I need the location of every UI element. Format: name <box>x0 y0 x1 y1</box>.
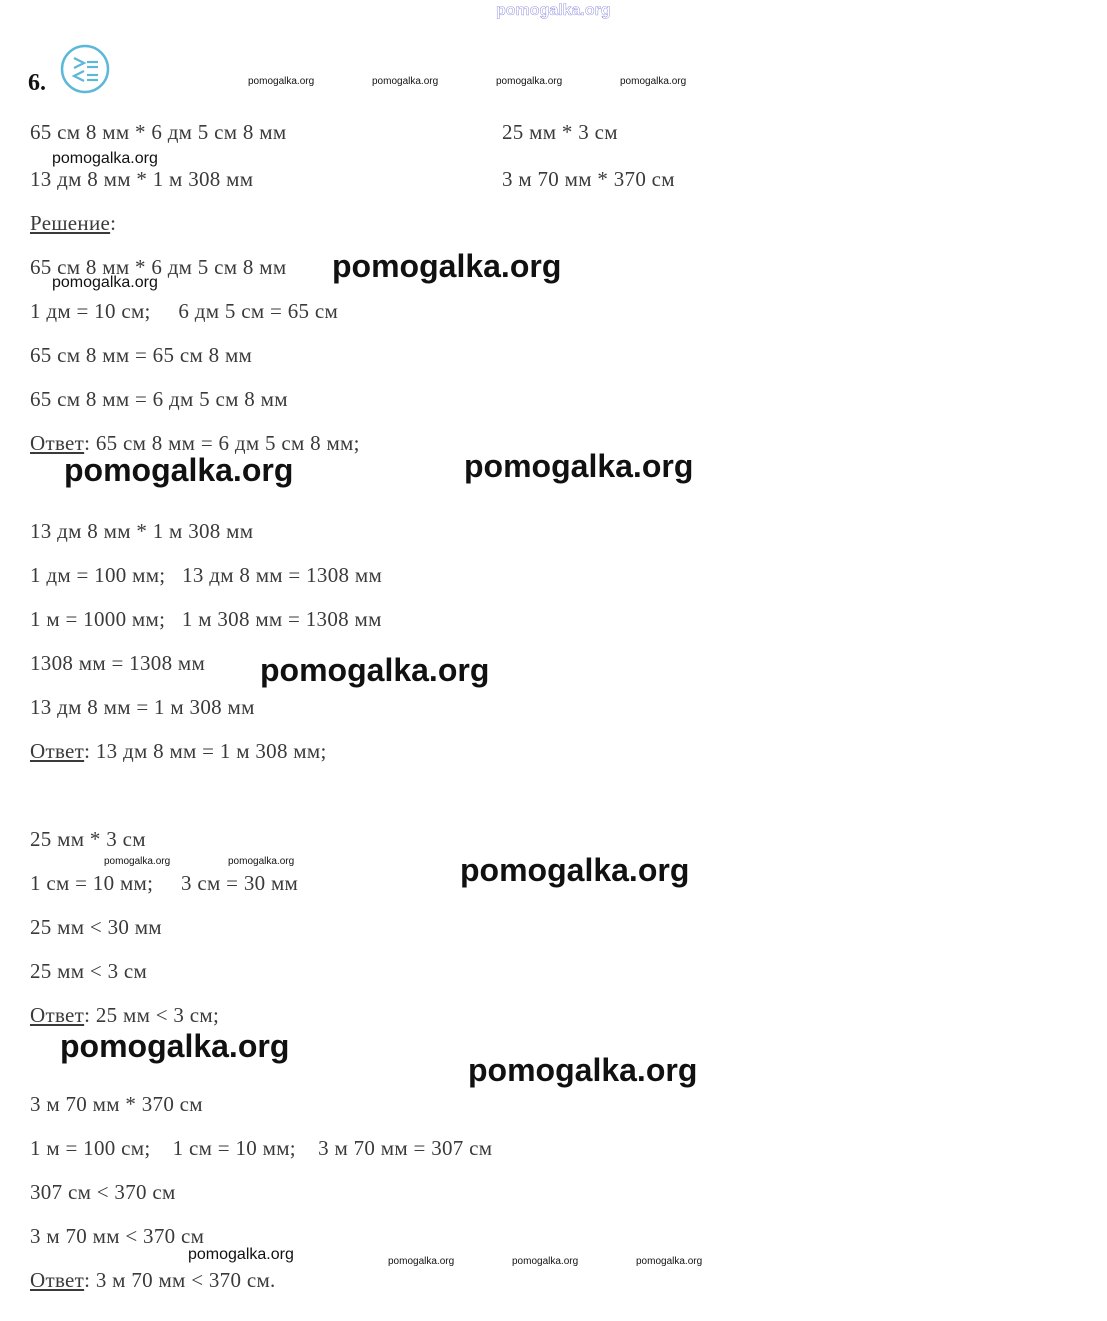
task-expression: 65 см 8 мм * 6 дм 5 см 8 мм <box>30 120 287 144</box>
solution-line: 1 дм = 10 см; 6 дм 5 см = 65 см <box>30 299 339 323</box>
task-expression: 25 мм * 3 см <box>502 120 618 144</box>
solution-line: 1 см = 10 мм; 3 см = 30 мм <box>30 871 299 895</box>
watermark-large: pomogalka.org <box>460 852 690 888</box>
task-expression: 13 дм 8 мм * 1 м 308 мм <box>30 167 254 191</box>
watermark-large: pomogalka.org <box>468 1052 698 1088</box>
task-expression: 3 м 70 мм * 370 см <box>502 167 675 191</box>
answer-line: Ответ: 3 м 70 мм < 370 см. <box>30 1268 276 1292</box>
solution-line: 307 см < 370 см <box>30 1180 176 1204</box>
watermark-small: pomogalka.org <box>388 1256 455 1267</box>
watermark-top: pomogalka.org <box>496 2 611 19</box>
watermark-medium: pomogalka.org <box>52 150 158 167</box>
solution-line: 65 см 8 мм = 65 см 8 мм <box>30 343 253 367</box>
watermark-small: pomogalka.org <box>636 1256 703 1267</box>
solution-line: 65 см 8 мм * 6 дм 5 см 8 мм <box>30 255 287 279</box>
solution-heading: Решение: <box>30 211 117 235</box>
watermark-large: pomogalka.org <box>260 652 490 688</box>
watermark-medium: pomogalka.org <box>188 1246 294 1263</box>
watermark-small: pomogalka.org <box>228 856 295 867</box>
solution-line: 1308 мм = 1308 мм <box>30 651 206 675</box>
watermark-small: pomogalka.org <box>104 856 171 867</box>
watermark-large: pomogalka.org <box>464 448 694 484</box>
solution-line: 25 мм * 3 см <box>30 827 146 851</box>
task-number: 6. <box>28 70 46 96</box>
solution-line: 65 см 8 мм = 6 дм 5 см 8 мм <box>30 387 288 411</box>
watermark-small: pomogalka.org <box>512 1256 579 1267</box>
solution-line: 25 мм < 30 мм <box>30 915 162 939</box>
answer-line: Ответ: 65 см 8 мм = 6 дм 5 см 8 мм; <box>30 431 360 455</box>
watermark-small: pomogalka.org <box>372 76 439 87</box>
watermark-large: pomogalka.org <box>60 1028 290 1064</box>
watermark-small: pomogalka.org <box>496 76 563 87</box>
answer-line: Ответ: 25 мм < 3 см; <box>30 1003 220 1027</box>
solution-line: 3 м 70 мм < 370 см <box>30 1224 205 1248</box>
watermark-large: pomogalka.org <box>332 248 562 284</box>
watermark-small: pomogalka.org <box>620 76 687 87</box>
solution-line: 25 мм < 3 см <box>30 959 148 983</box>
watermark-small: pomogalka.org <box>248 76 315 87</box>
compare-icon <box>60 44 110 94</box>
solution-line: 1 дм = 100 мм; 13 дм 8 мм = 1308 мм <box>30 563 383 587</box>
watermark-medium: pomogalka.org <box>52 274 158 291</box>
solution-line: 1 м = 100 см; 1 см = 10 мм; 3 м 70 мм = 307 см <box>30 1136 493 1160</box>
watermark-large: pomogalka.org <box>64 452 294 488</box>
answer-line: Ответ: 13 дм 8 мм = 1 м 308 мм; <box>30 739 327 763</box>
solution-line: 1 м = 1000 мм; 1 м 308 мм = 1308 мм <box>30 607 382 631</box>
solution-line: 13 дм 8 мм = 1 м 308 мм <box>30 695 255 719</box>
solution-line: 13 дм 8 мм * 1 м 308 мм <box>30 519 254 543</box>
solution-line: 3 м 70 мм * 370 см <box>30 1092 203 1116</box>
